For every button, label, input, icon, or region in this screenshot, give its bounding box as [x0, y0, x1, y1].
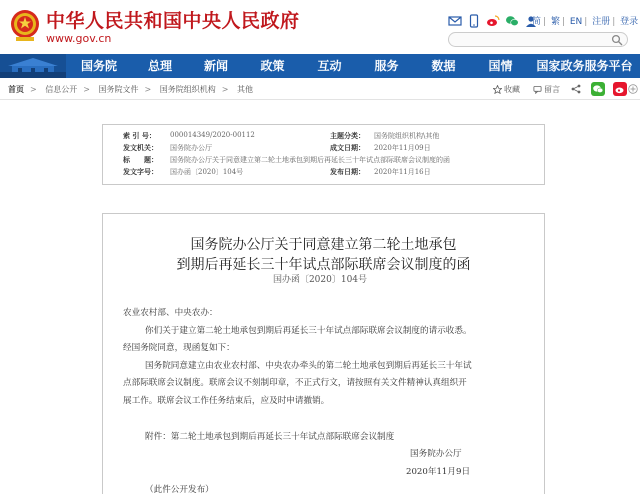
- share-icon[interactable]: [571, 84, 581, 94]
- national-emblem-icon[interactable]: [10, 8, 40, 42]
- index-label: 索 引 号：: [123, 131, 156, 140]
- plus-icon[interactable]: [628, 84, 638, 94]
- main-nav: [0, 54, 640, 78]
- paragraph-2-line2: 点部际联席会议制度。联席会议不刻制印章，不正式行文，请按照有关文件精神认真组织开: [123, 378, 467, 388]
- info-row-title: [103, 155, 544, 167]
- document-number: 国办函〔2020〕104号: [272, 275, 368, 285]
- mobile-icon[interactable]: [467, 14, 481, 28]
- top-icon-bar: [448, 14, 538, 28]
- paragraph-2-line3: 展工作。联席会议工作任务结束后，应及时申请撤销。: [123, 396, 330, 406]
- index-value: 000014349/2020-00112: [170, 131, 255, 139]
- favorite-button[interactable]: [493, 84, 520, 95]
- breadcrumb: 首页 > 信息公开 > 国务院文件 > 国务院组织机构 > 其他: [8, 84, 253, 94]
- category-value: 国务院组织机构\其他: [374, 132, 440, 140]
- star-icon: [493, 85, 502, 94]
- nav-item-state-council[interactable]: 国务院: [80, 59, 117, 73]
- attachment-line[interactable]: 附件：第二轮土地承包到期后再延长三十年试点部际联席会议制度: [145, 432, 395, 442]
- register-link[interactable]: 注册: [592, 17, 611, 27]
- nav-item-interaction[interactable]: 互动: [317, 59, 342, 73]
- document-title-line1: 国务院办公厅关于同意建立第二轮土地承包: [190, 237, 457, 253]
- breadcrumb-council-docs[interactable]: 国务院文件: [98, 85, 139, 94]
- publish-date-label: 发布日期：: [330, 167, 365, 176]
- site-title[interactable]: 中华人民共和国中央人民政府: [46, 10, 300, 32]
- document-title-line2: 到期后再延长三十年试点部际联席会议制度的函: [176, 257, 471, 273]
- document-body: [102, 213, 545, 494]
- publish-date-value: 2020年11月16日: [374, 168, 431, 176]
- title-value: 国务院办公厅关于同意建立第二轮土地承包到期后再延长三十年试点部际联席会议制度的函: [170, 156, 450, 164]
- breadcrumb-org[interactable]: 国务院组织机构: [159, 85, 216, 94]
- paragraph-2-line1: 国务院同意建立由农业农村部、中央农办牵头的第二轮土地承包到期后再延长三十年试: [145, 361, 472, 371]
- breadcrumb-home[interactable]: 首页: [8, 84, 24, 94]
- site-header: [0, 0, 640, 52]
- written-date-value: 2020年11月09日: [374, 144, 431, 152]
- site-url[interactable]: www.gov.cn: [46, 32, 112, 45]
- issuer-value: 国务院办公厅: [170, 144, 212, 152]
- docno-value: 国办函〔2020〕104号: [170, 168, 244, 176]
- paragraph-1-cont: 经国务院同意，现函复如下：: [123, 343, 235, 353]
- weibo-icon[interactable]: [486, 14, 500, 28]
- weibo-share-icon[interactable]: [613, 82, 627, 96]
- salutation: 农业农村部、中央农办：: [123, 308, 218, 318]
- info-row-issuer: [103, 143, 544, 155]
- docno-label: 发文字号：: [123, 167, 158, 176]
- article-tools: [493, 82, 638, 96]
- tiananmen-banner-icon: [0, 54, 66, 78]
- nav-item-news[interactable]: 新闻: [203, 59, 228, 73]
- nav-item-gov-service-platform[interactable]: 国家政务服务平台: [536, 59, 633, 73]
- written-date-label: 成文日期：: [330, 143, 365, 152]
- info-row-index: [103, 131, 544, 143]
- comment-label: 留言: [544, 84, 560, 94]
- title-label: 标 题：: [123, 155, 158, 164]
- lang-simplified-link[interactable]: 简: [532, 17, 542, 27]
- nav-item-premier[interactable]: 总理: [147, 59, 172, 73]
- search-icon[interactable]: [611, 34, 623, 46]
- publication-note: （此件公开发布）: [145, 485, 214, 494]
- lang-english-link[interactable]: EN: [569, 17, 583, 27]
- wechat-icon[interactable]: [505, 14, 519, 28]
- wechat-share-icon[interactable]: [591, 82, 605, 96]
- login-link[interactable]: 登录: [620, 17, 639, 27]
- info-row-docno: [103, 167, 544, 179]
- nav-items: [66, 54, 640, 78]
- sign-date: 2020年11月9日: [406, 467, 471, 477]
- comment-icon: [533, 85, 542, 94]
- nav-item-policy[interactable]: 政策: [260, 59, 285, 73]
- breadcrumb-bar: [0, 80, 640, 100]
- mail-icon[interactable]: [448, 14, 462, 28]
- breadcrumb-info-disclosure[interactable]: 信息公开: [45, 85, 78, 94]
- category-label: 主题分类：: [330, 131, 365, 140]
- favorite-label: 收藏: [504, 84, 520, 94]
- nav-item-data[interactable]: 数据: [431, 59, 456, 73]
- issuer-label: 发文机关：: [123, 143, 158, 152]
- document-info-table: [102, 124, 545, 185]
- nav-item-services[interactable]: 服务: [374, 59, 399, 73]
- nav-item-national-info[interactable]: 国情: [488, 59, 513, 73]
- signer: 国务院办公厅: [410, 449, 462, 459]
- search-input[interactable]: [448, 32, 628, 47]
- top-links: 简 | 繁 | EN | 注册 | 登录: [532, 17, 639, 27]
- breadcrumb-other[interactable]: 其他: [237, 85, 253, 94]
- comment-button[interactable]: [533, 84, 560, 95]
- paragraph-1: 你们关于建立第二轮土地承包到期后再延长三十年试点部际联席会议制度的请示收悉。: [145, 326, 472, 336]
- lang-traditional-link[interactable]: 繁: [550, 17, 560, 27]
